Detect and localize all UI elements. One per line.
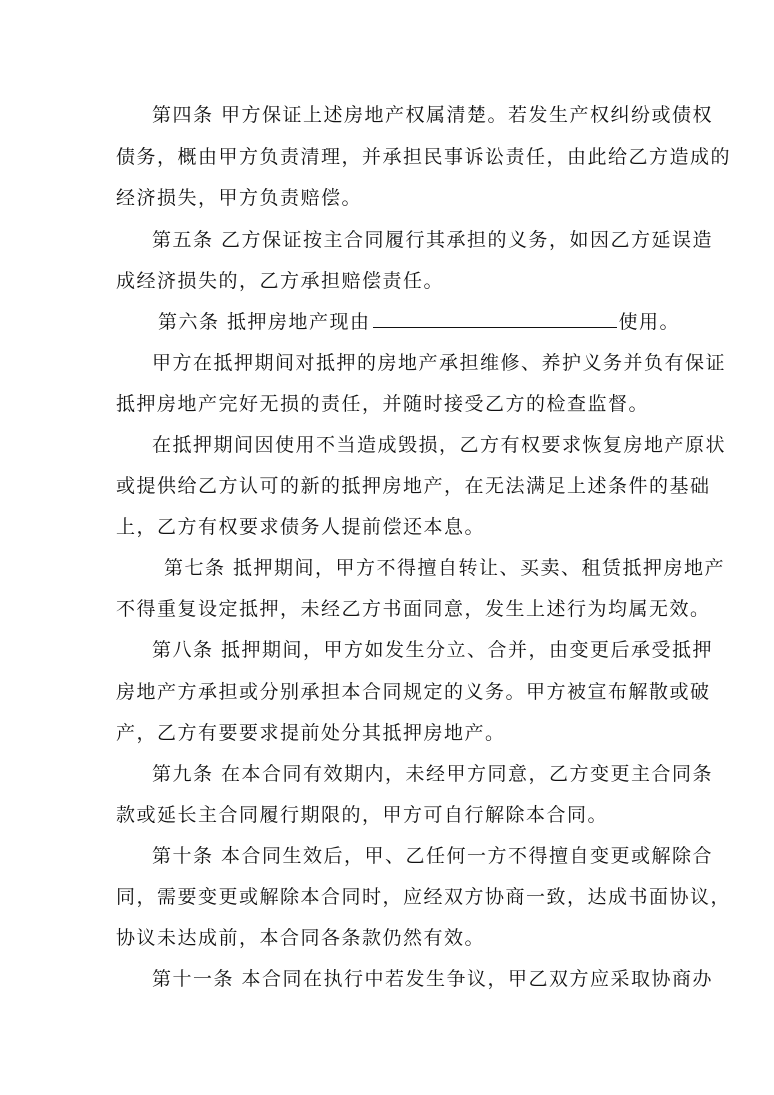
text-line: 或提供给乙方认可的新的抵押房地产，在无法满足上述条件的基础 — [116, 475, 711, 497]
text-line: 第五条 乙方保证按主合同履行其承担的义务，如因乙方延误造 — [152, 229, 714, 251]
text-line: 第十一条 本合同在执行中若发生争议，甲乙双方应采取协商办 — [152, 968, 714, 990]
text-line: 第八条 抵押期间，甲方如发生分立、合并，由变更后承受抵押 — [152, 639, 714, 661]
text-line: 第七条 抵押期间，甲方不得擅自转让、买卖、租赁抵押房地产 — [164, 557, 726, 579]
article-6-line — [158, 309, 681, 334]
text-line: 债务，概由甲方负责清理，并承担民事诉讼责任，由此给乙方造成的 — [116, 146, 732, 168]
text-line: 第九条 在本合同有效期内，未经甲方同意，乙方变更主合同条 — [152, 763, 714, 785]
fill-in-blank[interactable] — [373, 309, 617, 328]
text-line: 成经济损失的，乙方承担赔偿责任。 — [116, 270, 445, 292]
text-line: 抵押房地产完好无损的责任，并随时接受乙方的检查监督。 — [116, 393, 650, 415]
text-line: 协议未达成前，本合同各条款仍然有效。 — [116, 927, 486, 949]
article-6-prefix: 第六条 抵押房地产现由 — [158, 311, 371, 333]
text-line: 不得重复设定抵押，未经乙方书面同意，发生上述行为均属无效。 — [116, 598, 711, 620]
article-6-suffix: 使用。 — [618, 311, 681, 333]
text-line: 产，乙方有要要求提前处分其抵押房地产。 — [116, 722, 506, 744]
text-line: 房地产方承担或分别承担本合同规定的义务。甲方被宣布解散或破 — [116, 681, 711, 703]
text-line: 第十条 本合同生效后，甲、乙任何一方不得擅自变更或解除合 — [152, 845, 714, 867]
text-line: 甲方在抵押期间对抵押的房地产承担维修、养护义务并负有保证 — [152, 352, 727, 374]
text-line: 经济损失，甲方负责赔偿。 — [116, 187, 363, 209]
text-line: 上，乙方有权要求债务人提前偿还本息。 — [116, 516, 486, 538]
text-line: 款或延长主合同履行期限的，甲方可自行解除本合同。 — [116, 804, 609, 826]
text-line: 第四条 甲方保证上述房地产权属清楚。若发生产权纠纷或债权 — [152, 104, 714, 126]
text-line: 同，需要变更或解除本合同时，应经双方协商一致，达成书面协议， — [116, 886, 732, 908]
text-line: 在抵押期间因使用不当造成毁损，乙方有权要求恢复房地产原状 — [152, 434, 727, 456]
